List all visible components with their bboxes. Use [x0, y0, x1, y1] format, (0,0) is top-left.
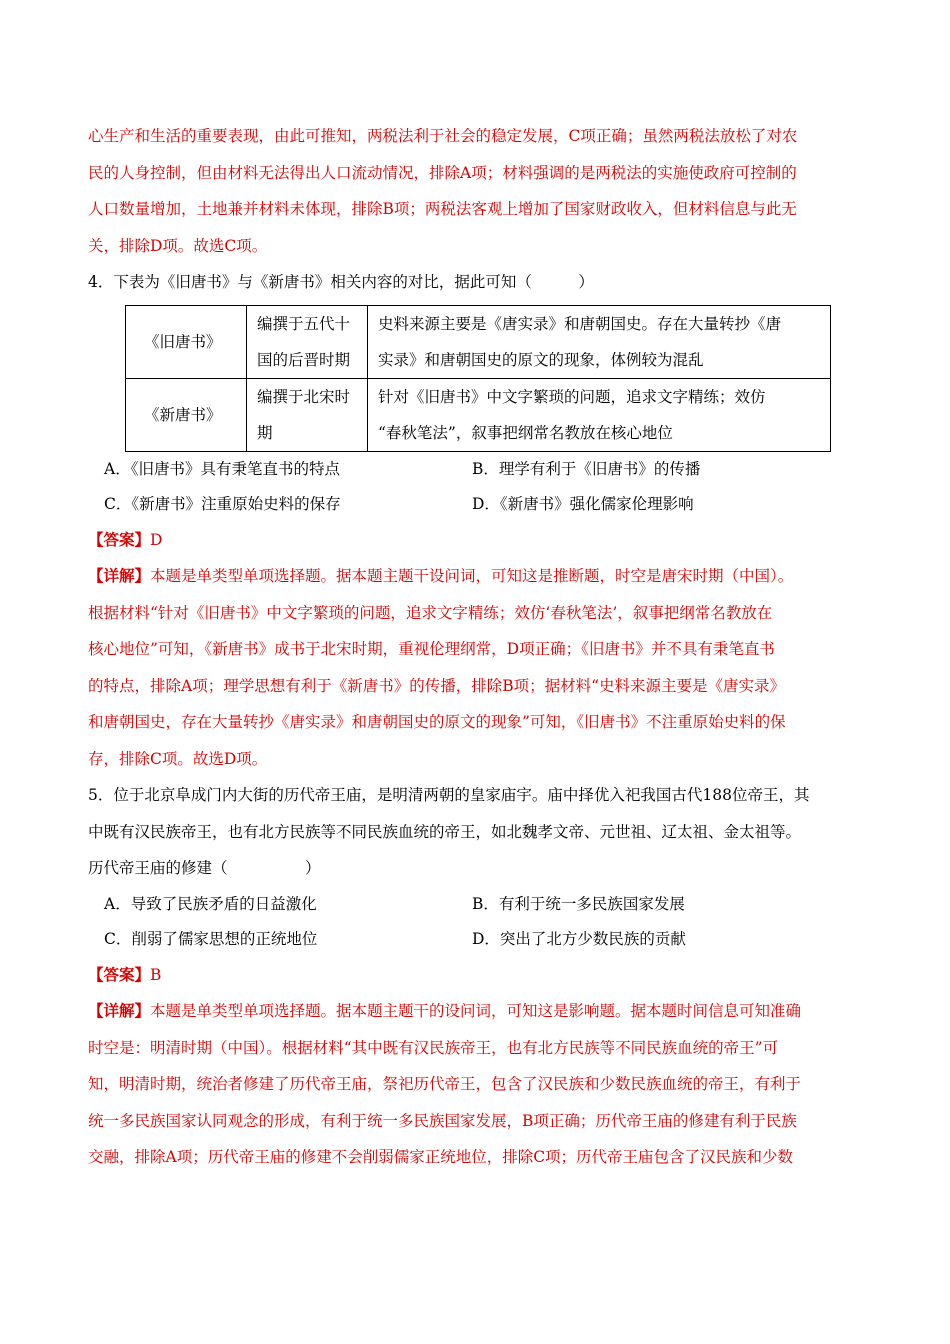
explanation-line: 统一多民族国家认同观念的形成，有利于统一多民族国家发展，B项正确；历代帝王庙的修建有利于民族: [88, 1111, 797, 1130]
answer-line: [88, 957, 866, 994]
document-page: [88, 118, 866, 1176]
options-row: [88, 452, 866, 487]
answer-value: D: [150, 530, 163, 549]
explanation-line: 知，明清时期，统治者修建了历代帝王庙，祭祀历代帝王，包含了汉民族和少数民族血统的帝王，有利于: [88, 1075, 802, 1093]
explanation-line: 心生产和生活的重要表现，由此可推知，两税法利于社会的稳定发展，C项正确；虽然两税法放松了对农: [88, 127, 798, 145]
cell-line: 针对《旧唐书》中文字繁琐的问题，追求文字精练；效仿: [378, 387, 766, 406]
cell-line: 编撰于五代十: [257, 314, 351, 333]
table-cell-content: [368, 378, 831, 451]
answer-line: [88, 522, 866, 559]
option-d: D．突出了北方少数民族的贡献: [472, 929, 686, 948]
cell-line: “春秋笔法”，叙事把纲常名教放在核心地位: [378, 423, 673, 442]
explanation-line: 交融，排除A项；历代帝王庙的修建不会削弱儒家正统地位，排除C项；历代帝王庙包含了汉民族和少数: [88, 1148, 794, 1166]
explanation-line: [88, 558, 866, 595]
explanation-line: 核心地位”可知，《新唐书》成书于北宋时期，重视伦理纲常，D项正确；《旧唐书》并不具有秉笔直书: [88, 640, 775, 658]
explain-tag: 【详解】: [88, 566, 151, 585]
question-stem-line: 5．位于北京阜成门内大街的历代帝王庙，是明清两朝的皇家庙宇。庙中择优入祀我国古代188位帝王，其: [88, 786, 810, 804]
question-5: [88, 777, 866, 1176]
option-c: C．削弱了儒家思想的正统地位: [104, 929, 318, 948]
option-b: B．有利于统一多民族国家发展: [472, 894, 685, 913]
explanation-line: 根据材料“针对《旧唐书》中文字繁琐的问题，追求文字精练；效仿‘春秋笔法’，叙事把纲常名教放在: [88, 603, 773, 622]
explanation-line: 存，排除C项。故选D项。: [88, 749, 268, 768]
explanation-line: 关，排除D项。故选C项。: [88, 236, 268, 255]
cell-line: 实录》和唐朝国史的原文的现象，体例较为混乱: [378, 350, 704, 369]
cell-line: 史料来源主要是《唐实录》和唐朝国史。存在大量转抄《唐: [378, 314, 782, 333]
explanation-line: 的特点，排除A项；理学思想有利于《新唐书》的传播，排除B项；据材料“史料来源主要是《唐实录》: [88, 676, 786, 695]
question-stem-line: 历代帝王庙的修建（ ）: [88, 859, 321, 877]
explanation-line: 民的人身控制，但由材料无法得出人口流动情况，排除A项；材料强调的是两税法的实施使政府可控制的: [88, 163, 797, 182]
explanation-line: 时空是：明清时期（中国）。根据材料“其中既有汉民族帝王，也有北方民族等不同民族血统的帝王”可: [88, 1038, 779, 1057]
table-row: [126, 305, 831, 378]
option-a: A．《旧唐书》具有秉笔直书的特点: [104, 459, 340, 478]
answer-tag: 【答案】: [88, 964, 151, 984]
options-row: [88, 887, 866, 922]
comparison-table: [125, 305, 831, 452]
option-c: C．《新唐书》注重原始史料的保存: [104, 494, 341, 513]
table-row: [126, 378, 831, 451]
cell-line: 期: [257, 423, 273, 442]
cell-line: 编撰于北宋时: [257, 387, 351, 406]
options-row: [88, 487, 866, 522]
option-b: B．理学有利于《旧唐书》的传播: [472, 459, 701, 478]
table-cell-book: 《新唐书》: [126, 378, 247, 451]
answer-value: B: [150, 965, 162, 984]
cell-line: 国的后晋时期: [257, 350, 351, 369]
table-cell-book: 《旧唐书》: [126, 305, 247, 378]
explanation-line: [88, 993, 866, 1030]
options-row: [88, 922, 866, 957]
table-cell-content: [368, 305, 831, 378]
explanation-line: 和唐朝国史，存在大量转抄《唐实录》和唐朝国史的原文的现象”可知，《旧唐书》不注重原始史料的保: [88, 713, 786, 731]
explanation-text: 本题是单类型单项选择题。据本题主题干的设问词，可知这是影响题。据本题时间信息可知准确: [150, 1002, 802, 1020]
table-cell-time: [247, 378, 368, 451]
previous-explanation: [88, 118, 866, 264]
table-cell-time: [247, 305, 368, 378]
explanation-text: 本题是单类型单项选择题。据本题主题干设问词，可知这是推断题，时空是唐宋时期（中国）。: [150, 567, 794, 585]
question-stem: 4．下表为《旧唐书》与《新唐书》相关内容的对比，据此可知（ ）: [88, 273, 594, 291]
explain-tag: 【详解】: [88, 1001, 151, 1020]
explanation-line: 人口数量增加，土地兼并材料未体现，排除B项；两税法客观上增加了国家财政收入，但材料信息与此无: [88, 200, 797, 218]
option-a: A．导致了民族矛盾的日益激化: [104, 894, 317, 913]
answer-tag: 【答案】: [88, 529, 151, 549]
option-d: D．《新唐书》强化儒家伦理影响: [472, 494, 694, 513]
question-4: [88, 264, 866, 777]
question-stem-line: 中既有汉民族帝王，也有北方民族等不同民族血统的帝王，如北魏孝文帝、元世祖、辽太祖、金太祖等。: [88, 822, 802, 841]
